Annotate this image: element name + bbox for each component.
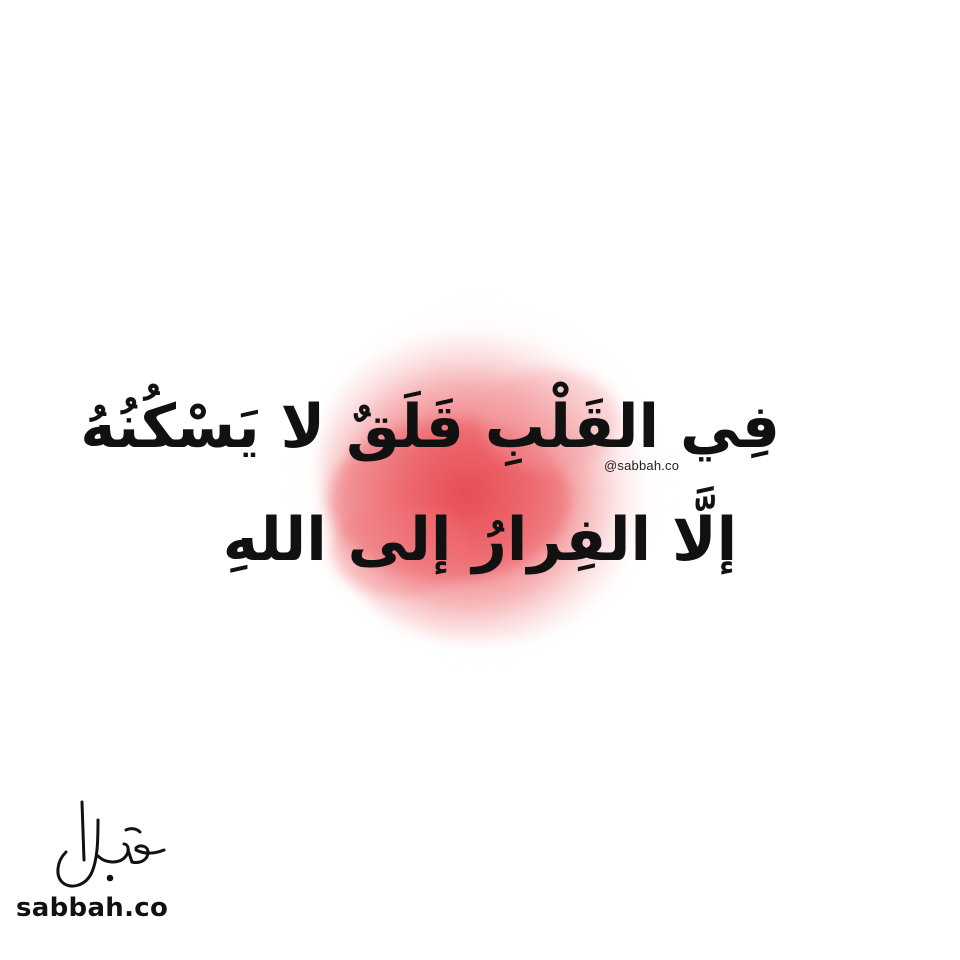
brand-logo-calligraphy — [40, 790, 170, 900]
quote-line-2: إلَّا الفِرارُ إلى اللهِ — [222, 505, 738, 575]
watermark-handle: @sabbah.co — [604, 458, 680, 473]
brand-name: sabbah.co — [16, 893, 169, 923]
quote-line-1: فِي القَلْبِ قَلَقٌ لا يَسْكُنُهُ — [80, 392, 780, 462]
